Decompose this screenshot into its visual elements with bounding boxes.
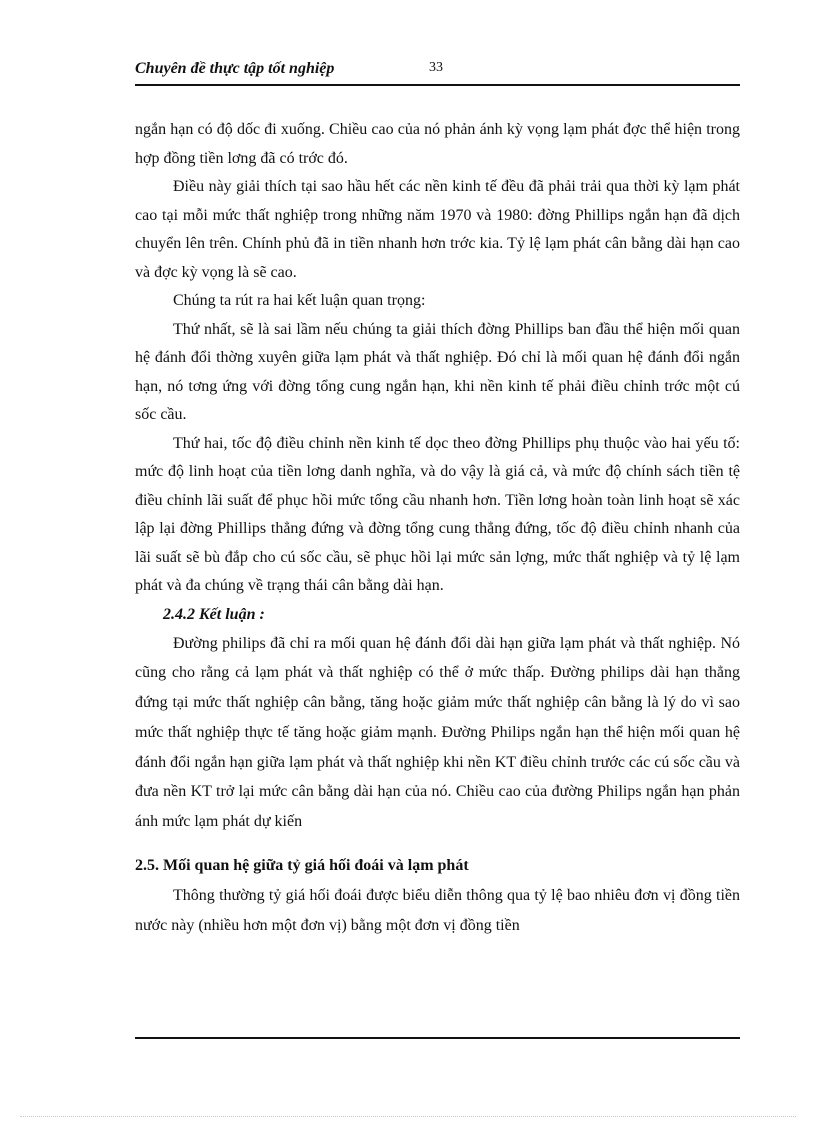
paragraph-conclusions-intro: Chúng ta rút ra hai kết luận quan trọng: <box>173 292 426 309</box>
section-heading: 2.5. Mối quan hệ giữa tỷ giá hối đoái và lạm phát <box>135 857 469 875</box>
paragraph-ket-luan: Đường philips đã chỉ ra mối quan hệ đánh đổi dài hạn giữa lạm phát và thất nghiệp. Nó cũng cho rằng cả lạm phát và thất nghiệp có thể ở mức thấp. Đường philips dài hạn thẳng đứng tại mức thất nghiệp cân bằng, tăng hoặc giảm mức thất nghiệp cân bằng là lý do vì sao mức thất nghiệp thực tế tăng hoặc giảm mạnh. Đường Philips ngắn hạn thể hiện mối quan hệ đánh đổi ngắn hạn giữa lạm phát và thất nghiệp khi nền KT điều chỉnh trước các cú sốc cầu và đưa nền KT trở lại mức cân bằng dài hạn của nó. Chiều cao của đường Philips ngắn hạn phản ánh mức lạm phát dự kiến <box>135 634 740 831</box>
paragraph-continuation: ngắn hạn có độ dốc đi xuống. Chiều cao của nó phản ánh kỳ vọng lạm phát đợc thể hiện trong hợp đồng tiền lơng đã có trớc đó. <box>135 121 740 167</box>
page-edge-divider <box>20 1116 796 1117</box>
paragraph-second-conclusion: Thứ hai, tốc độ điều chỉnh nền kinh tế dọc theo đờng Phillips phụ thuộc vào hai yếu tố: mức độ linh hoạt của tiền lơng danh nghĩa, và do vậy là giá cả, và mức độ chính sách tiền tệ điều chỉnh lãi suất để phục hồi mức tổng cầu nhanh hơn. Tiền lơng hoàn toàn linh hoạt sẽ xác lập lại đờng Phillips thẳng đứng và đờng tổng cung thẳng đứng, tốc độ điều chỉnh nhanh của lãi suất sẽ bù đắp cho cú sốc cầu, sẽ phục hồi lại mức sản lợng, mức thất nghiệp và tỷ lệ lạm phát và đa chúng về trạng thái cân bằng dài hạn. <box>135 434 740 594</box>
subsection-heading: 2.4.2 Kết luận : <box>163 605 265 623</box>
page-header <box>135 60 740 86</box>
page-body <box>135 116 740 941</box>
footer-rule <box>135 1037 740 1039</box>
paragraph-first-conclusion: Thứ nhất, sẽ là sai lầm nếu chúng ta giải thích đờng Phillips ban đầu thể hiện mối quan hệ đánh đổi thờng xuyên giữa lạm phát và thất nghiệp. Đó chỉ là mối quan hệ đánh đổi ngắn hạn, nó tơng ứng với đờng tổng cung ngắn hạn, khi nền kinh tế phải điều chỉnh trớc một cú sốc cầu. <box>135 320 740 423</box>
paragraph-explanation: Điều này giải thích tại sao hầu hết các nền kinh tế đều đã phải trải qua thời kỳ lạm phát cao tại mỗi mức thất nghiệp trong những năm 1970 và 1980: đờng Phillips ngắn hạn đã dịch chuyển lên trên. Chính phủ đã in tiền nhanh hơn trớc kia. Tỷ lệ lạm phát cân bằng dài hạn cao và đợc kỳ vọng là sẽ cao. <box>135 178 740 281</box>
header-title: Chuyên đề thực tập tốt nghiệp <box>135 60 335 77</box>
page-number: 33 <box>429 60 443 75</box>
paragraph-exchange-rate: Thông thường tỷ giá hối đoái được biểu diễn thông qua tỷ lệ bao nhiêu đơn vị đồng tiền nước này (nhiều hơn một đơn vị) bằng một đơn vị đồng tiền <box>135 887 740 934</box>
